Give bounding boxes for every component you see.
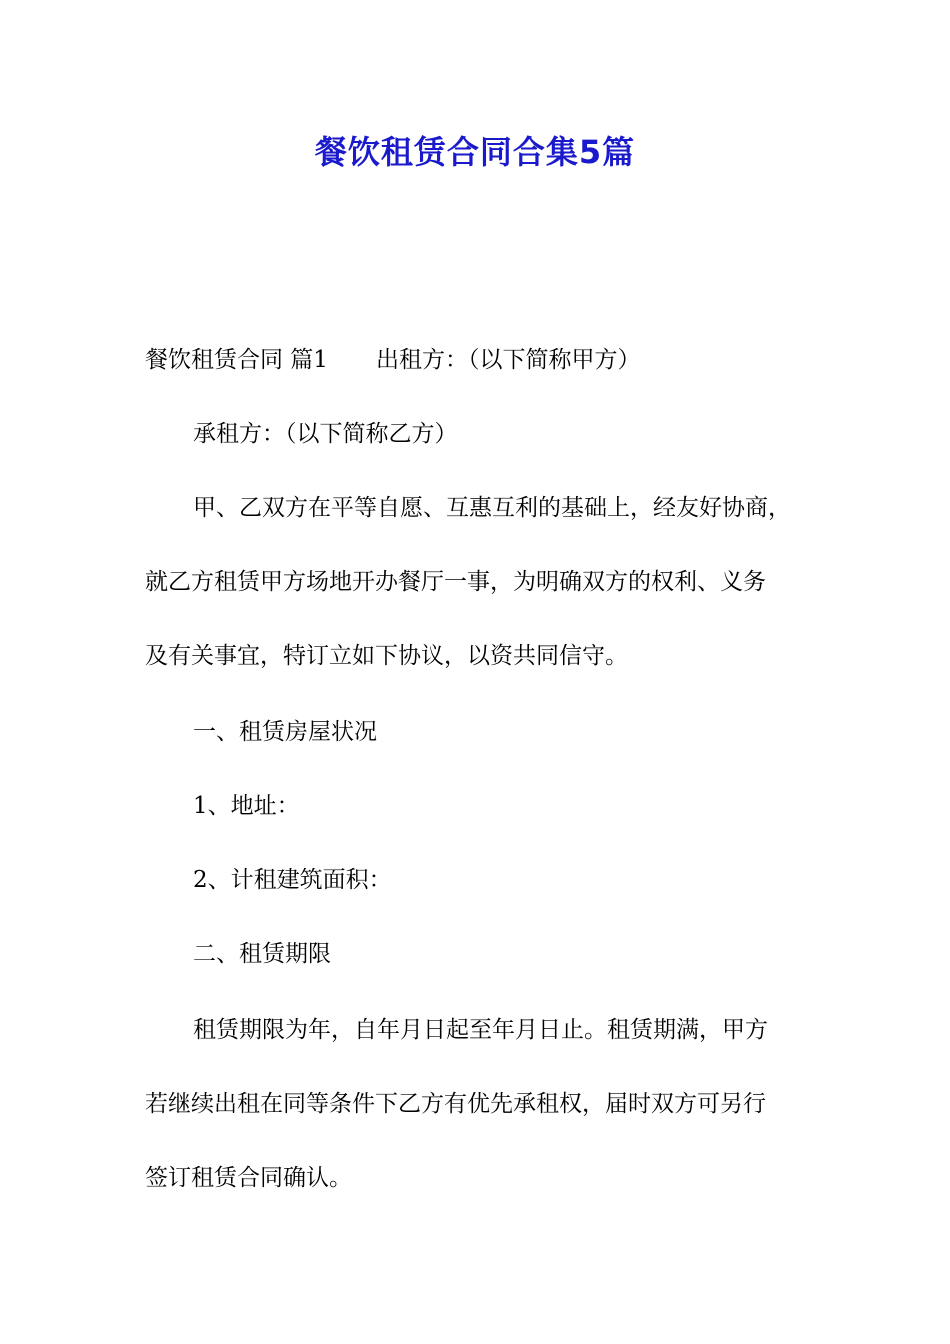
- paragraph-line: 签订租赁合同确认。: [145, 1165, 352, 1191]
- section-heading: 二、租赁期限: [193, 941, 331, 967]
- document-title: 餐饮租赁合同合集5篇: [314, 133, 636, 171]
- section-heading: 一、租赁房屋状况: [193, 719, 377, 745]
- contract-heading-line: [145, 344, 640, 376]
- paragraph-line: 就乙方租赁甲方场地开办餐厅一事，为明确双方的权利、义务: [145, 569, 766, 595]
- lessee-line: 承租方：（以下简称乙方）: [193, 421, 458, 447]
- lessor-label: 出租方：（以下简称甲方）: [375, 347, 641, 373]
- paragraph-line: 租赁期限为年，自年月日起至年月日止。租赁期满，甲方: [193, 1017, 768, 1043]
- paragraph-line: 及有关事宜，特订立如下协议，以资共同信守。: [145, 643, 628, 669]
- list-item: 2、计租建筑面积：: [193, 867, 392, 893]
- paragraph-line: 若继续出租在同等条件下乙方有优先承租权，届时双方可另行: [145, 1091, 766, 1117]
- contract-heading-label: 餐饮租赁合同 篇1: [145, 347, 328, 373]
- list-item: 1、地址：: [193, 793, 300, 819]
- paragraph-line: 甲、乙双方在平等自愿、互惠互利的基础上，经友好协商，: [193, 495, 791, 521]
